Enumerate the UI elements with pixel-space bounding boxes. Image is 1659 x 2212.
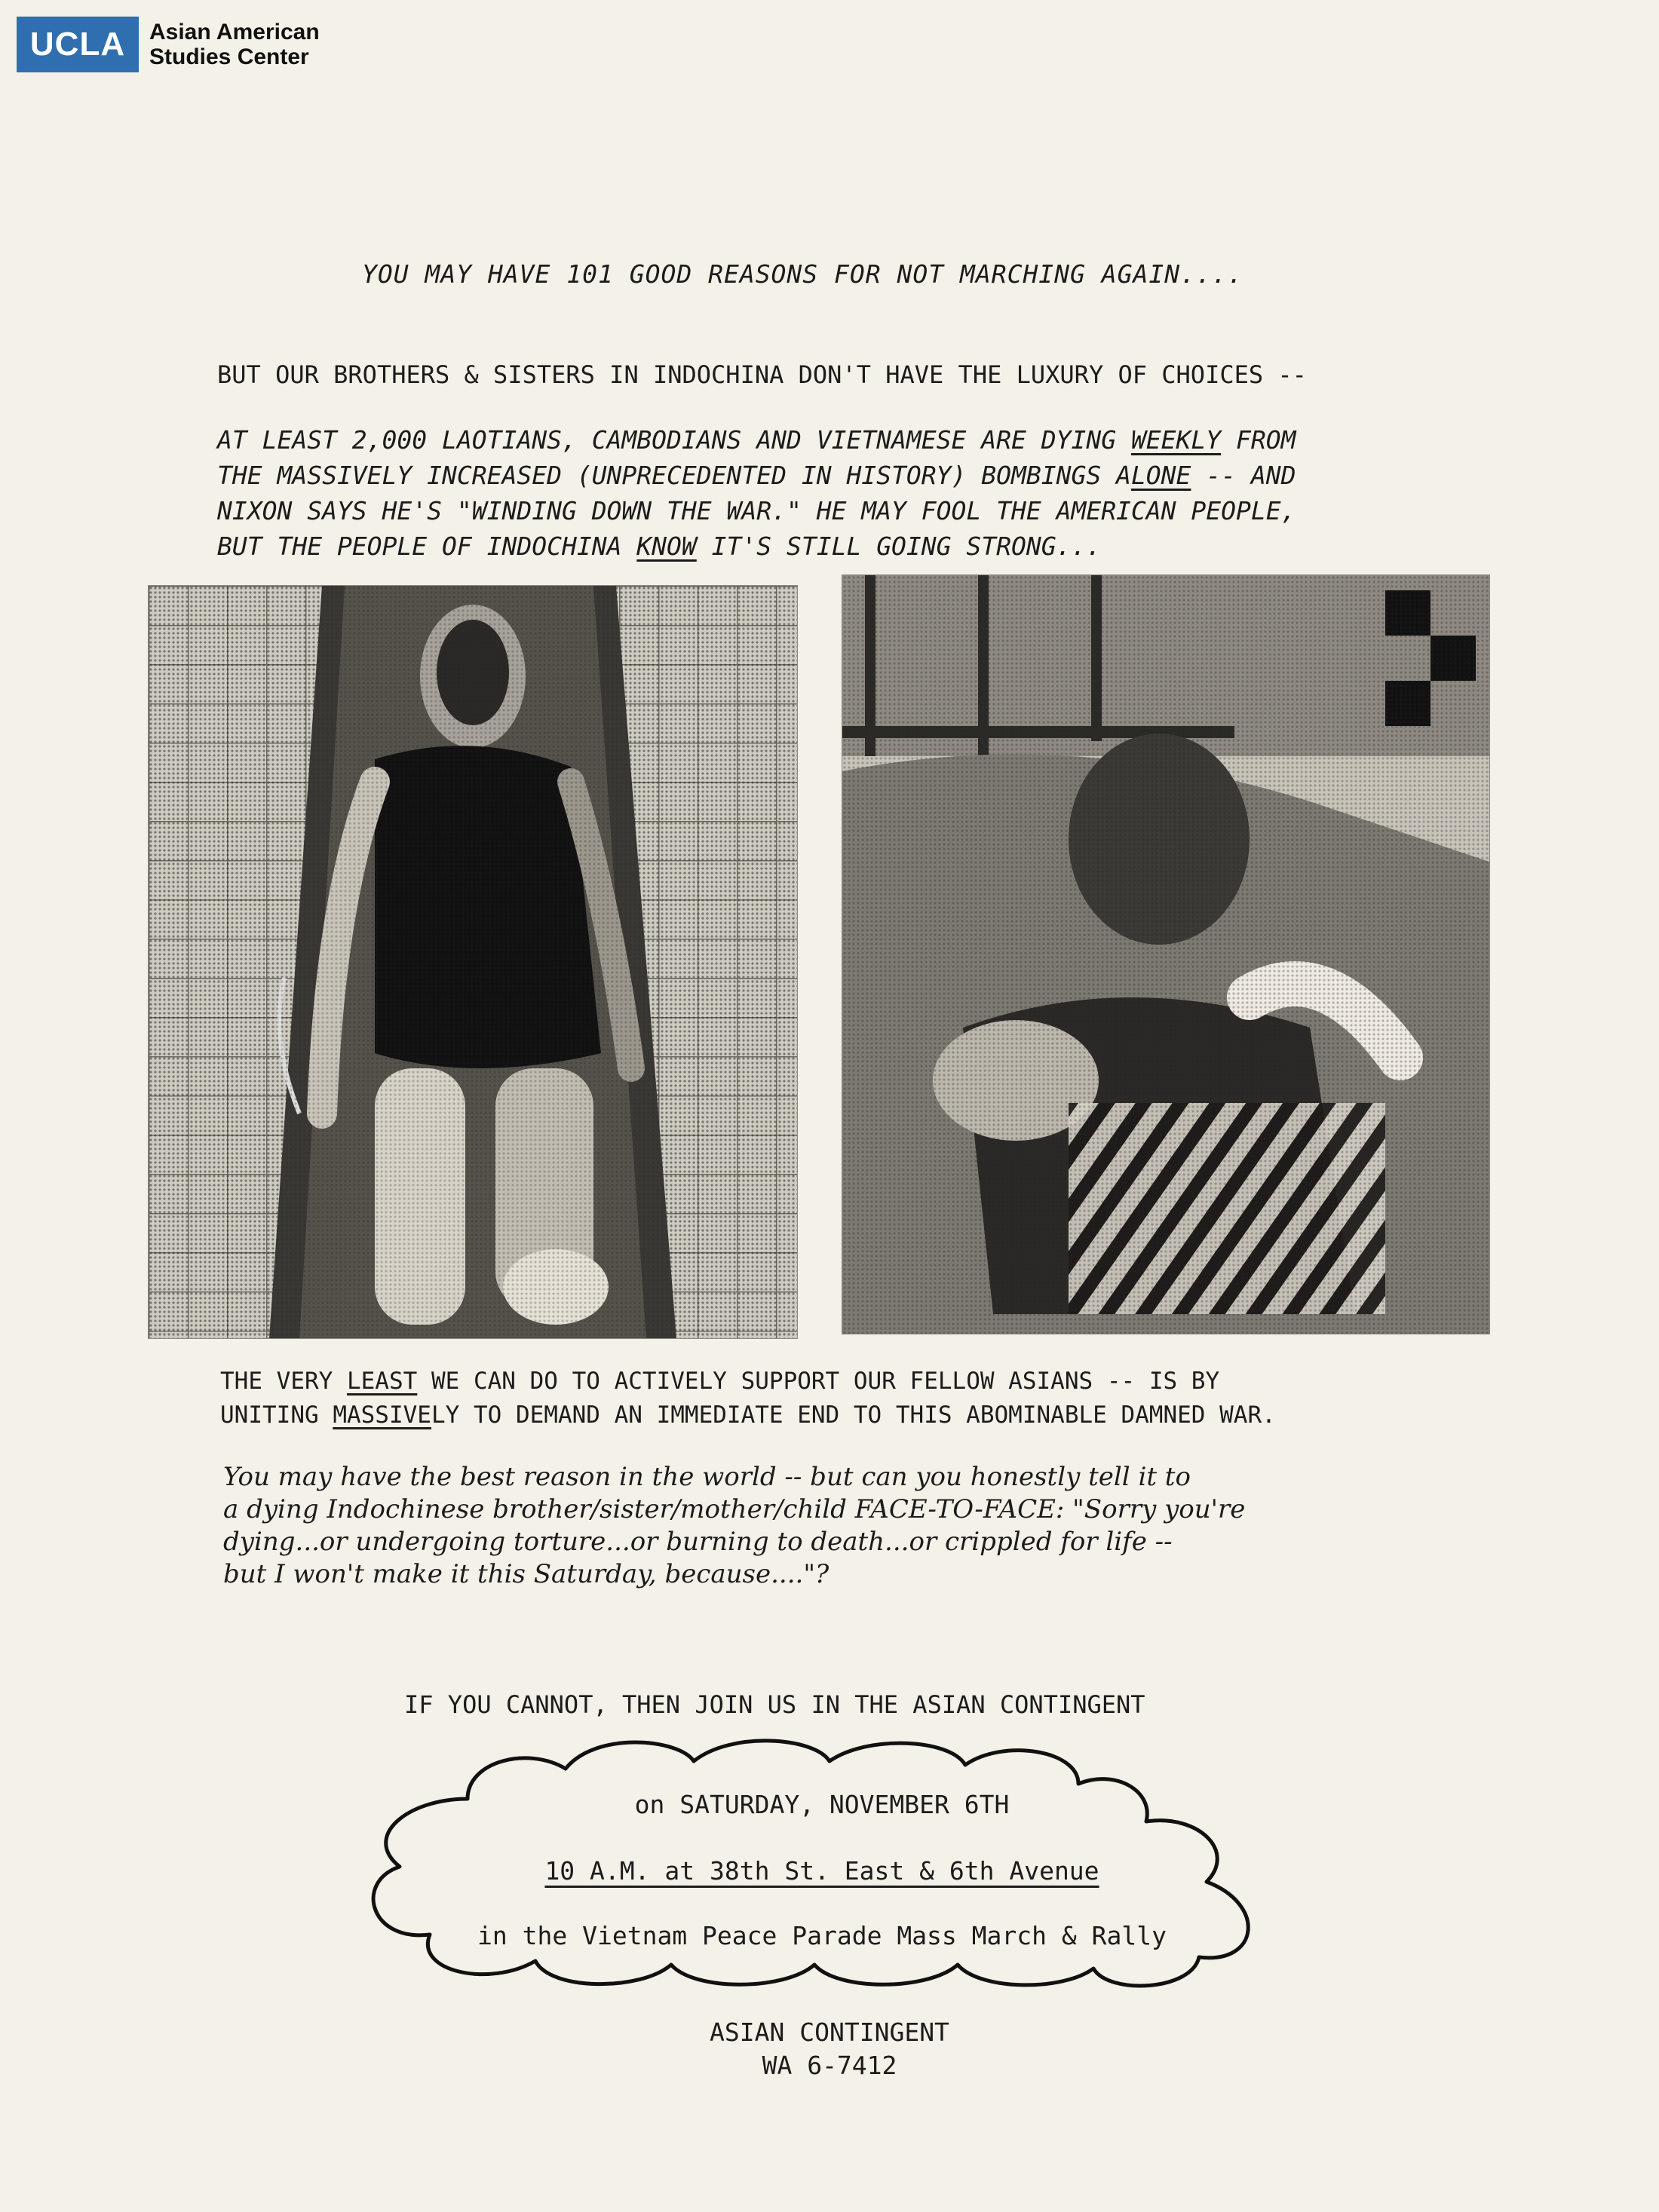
para2-line-2: UNITING MASSIVELY TO DEMAND AN IMMEDIATE END TO THIS ABOMINABLE DAMNED WAR. xyxy=(220,1402,1276,1429)
para3-line-1: You may have the best reason in the world -- but can you honestly tell it to xyxy=(223,1462,1191,1492)
logo-line-1: Asian American xyxy=(149,20,320,44)
ucla-badge: UCLA xyxy=(17,17,139,72)
organizer-name: ASIAN CONTINGENT xyxy=(710,2017,949,2047)
para3-line-3: dying...or undergoing torture...or burning to death...or crippled for life -- xyxy=(223,1527,1173,1557)
bombing-paragraph xyxy=(217,422,1296,564)
join-call: IF YOU CANNOT, THEN JOIN US IN THE ASIAN CONTINGENT xyxy=(404,1690,1145,1719)
photo-wounded-on-stretcher xyxy=(148,585,798,1339)
photo-burned-victim-on-bed xyxy=(842,574,1490,1334)
logo-line-2: Studies Center xyxy=(149,44,309,69)
event-time-place: 10 A.M. at 38th St. East & 6th Avenue xyxy=(544,1856,1099,1886)
logo-caption xyxy=(149,20,320,69)
ucla-logo xyxy=(17,17,320,72)
brothers-line: BUT OUR BROTHERS & SISTERS IN INDOCHINA DON'T HAVE THE LUXURY OF CHOICES -- xyxy=(217,360,1307,389)
para3-line-4: but I won't make it this Saturday, because...."? xyxy=(223,1559,830,1589)
face-to-face-paragraph xyxy=(223,1461,1245,1591)
para1-line-4: BUT THE PEOPLE OF INDOCHINA KNOW IT'S STILL GOING STRONG... xyxy=(217,532,1102,561)
para2-line-1: THE VERY LEAST WE CAN DO TO ACTIVELY SUPPORT OUR FELLOW ASIANS -- IS BY xyxy=(220,1368,1220,1395)
para1-line-1: AT LEAST 2,000 LAOTIANS, CAMBODIANS AND VIETNAMESE ARE DYING WEEKLY FROM xyxy=(217,425,1296,455)
organizer-phone: WA 6-7412 xyxy=(762,2051,897,2080)
event-name: in the Vietnam Peace Parade Mass March & Rally xyxy=(477,1921,1167,1950)
para1-line-2: THE MASSIVELY INCREASED (UNPRECEDENTED IN HISTORY) BOMBINGS ALONE -- AND xyxy=(217,461,1296,490)
para3-line-2: a dying Indochinese brother/sister/mother/child FACE-TO-FACE: "Sorry you're xyxy=(223,1494,1246,1524)
para1-line-3: NIXON SAYS HE'S "WINDING DOWN THE WAR." HE MAY FOOL THE AMERICAN PEOPLE, xyxy=(217,496,1296,525)
headline: YOU MAY HAVE 101 GOOD REASONS FOR NOT MARCHING AGAIN.... xyxy=(362,259,1243,289)
support-paragraph xyxy=(220,1365,1276,1432)
event-date: on SATURDAY, NOVEMBER 6TH xyxy=(634,1790,1010,1819)
